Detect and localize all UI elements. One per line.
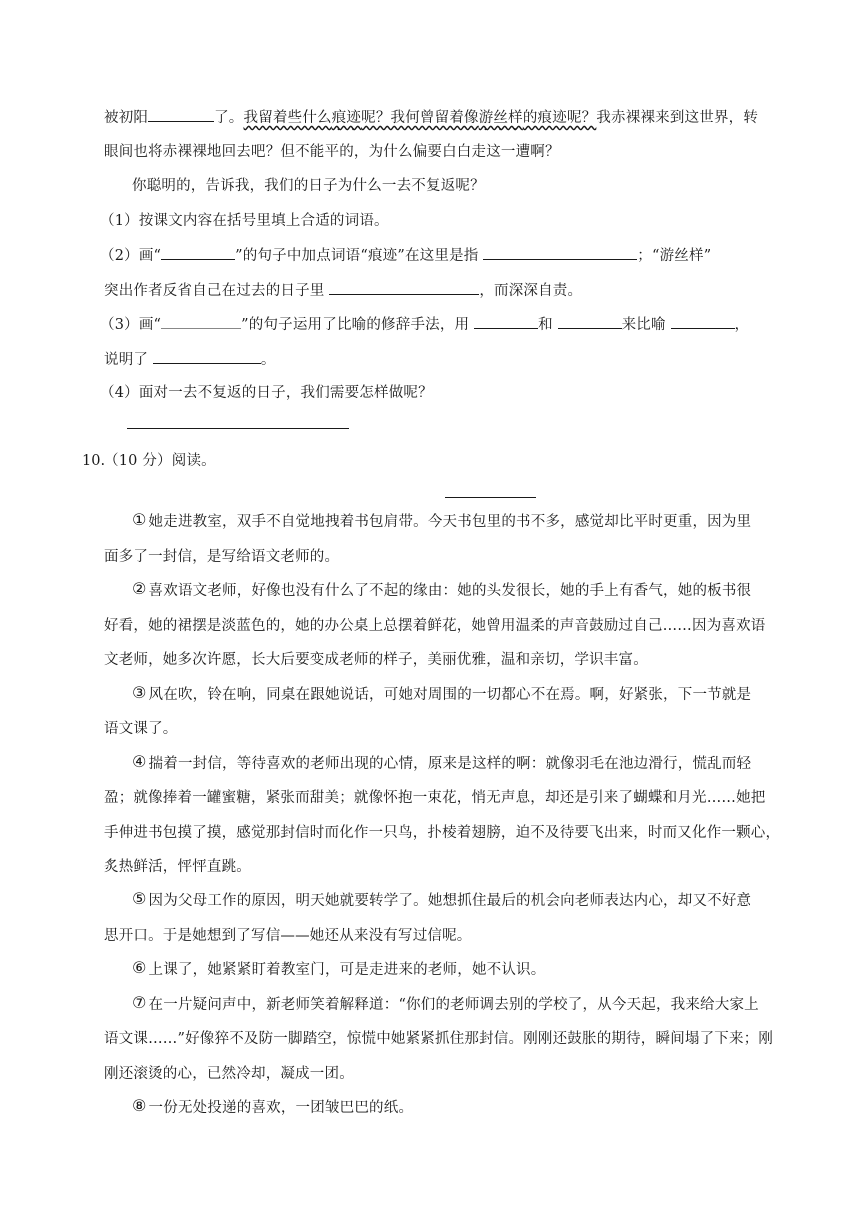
answer-blank[interactable] (474, 314, 538, 329)
straight-line-sample (161, 314, 241, 329)
question-4: （4）面对一去不复返的日子，我们需要怎样做呢？ (100, 385, 433, 401)
question-10-header: （10 分）阅读。 (104, 453, 216, 469)
text-segment: 被初阳 (104, 110, 149, 126)
paragraph-4-line (104, 788, 766, 808)
question-3-line-2: 说明了 。 (104, 349, 276, 370)
paragraph-text: 语文课了。 (104, 721, 178, 737)
paragraph-number: ⑧ (132, 1096, 147, 1115)
fill-blank[interactable] (148, 107, 214, 122)
question-1: （1）按课文内容在括号里填上合适的词语。 (100, 213, 389, 229)
answer-blank[interactable] (329, 280, 479, 295)
paragraph-text: 盈；就像捧着一罐蜜糖，紧张而甜美；就像怀抱一束花，悄无声息，却还是引来了蝴蝶和月光……她把 (104, 790, 766, 806)
paragraph-text: 手伸进书包摸了摸，感觉那封信时而化作一只鸟，扑棱着翅膀，迫不及待要飞出来，时而又化作一颗心， (104, 825, 781, 841)
paragraph-7-line (104, 1029, 773, 1049)
title-blank[interactable] (445, 497, 536, 498)
passage-line-3: 你聪明的，告诉我，我们的日子为什么一去不复返呢？ (132, 178, 485, 194)
paragraph-7-line (104, 1064, 354, 1084)
paragraph-text: 文老师，她多次许愿，长大后要变成老师的样子，美丽优雅，温和亲切，学识丰富。 (104, 652, 648, 668)
paragraph-text: 刚还滚烫的心，已然冷却，凝成一团。 (104, 1066, 354, 1082)
paragraph-3-line (132, 685, 751, 705)
question-2-line-1: （2）画“ ”的句子中加点词语“痕迹”在这里是指 ；“游丝样” (100, 245, 711, 266)
paragraph-text: 她走进教室，双手不自觉地拽着书包肩带。今天书包里的书不多，感觉却比平时更重，因为里 (148, 514, 752, 530)
paragraph-number: ⑦ (132, 993, 147, 1012)
paragraph-text: 好看，她的裙摆是淡蓝色的，她的办公桌上总摆着鲜花，她曾用温柔的声音鼓励过自己……因为喜欢语 (104, 618, 766, 634)
paragraph-7-line (132, 995, 759, 1015)
paragraph-8-line (132, 1098, 413, 1118)
paragraph-text: 喜欢语文老师，好像也没有什么了不起的缘由：她的头发很长，她的手上有香气，她的板书很 (148, 583, 752, 599)
answer-blank[interactable] (671, 314, 735, 329)
paragraph-text: 在一片疑问声中，新老师笑着解释道：“你们的老师调去别的学校了，从今天起，我来给大家上 (148, 997, 759, 1013)
paragraph-text: 风在吹，铃在响，同桌在跟她说话，可她对周围的一切都心不在焉。啊，好紧张，下一节就是 (148, 687, 752, 703)
dotted-word: 痕迹 (331, 110, 362, 126)
passage-line-2: 眼间也将赤裸裸地回去吧？但不能平的，为什么偏要白白走这一遭啊？ (104, 144, 560, 160)
text-segment: 了。 (214, 110, 244, 126)
paragraph-number: ⑥ (132, 958, 147, 977)
text-segment: 我赤裸裸来到这世界，转 (596, 110, 759, 126)
paragraph-6-line (132, 960, 545, 980)
answer-line[interactable] (127, 428, 349, 429)
paragraph-text: 一份无处投递的喜欢，一团皱巴巴的纸。 (148, 1100, 414, 1116)
paragraph-text: 思开口。于是她想到了写信——她还从来没有写过信呢。 (104, 928, 472, 944)
question-number: 10. (82, 453, 106, 469)
paragraph-number: ③ (132, 683, 147, 702)
question-2-line-2: 突出作者反省自己在过去的日子里 ，而深深自责。 (104, 280, 582, 301)
paragraph-5-line (104, 926, 472, 946)
answer-blank[interactable] (558, 314, 622, 329)
paragraph-3-line (104, 719, 178, 739)
paragraph-number: ① (132, 510, 147, 529)
paragraph-4-line (104, 857, 251, 877)
paragraph-1-line (132, 512, 751, 532)
paragraph-text: 语文课……”好像猝不及防一脚踏空，惊慌中她紧紧抓住那封信。刚刚还鼓胀的期待，瞬间塌了下来；刚 (104, 1031, 774, 1047)
paragraph-2-line (132, 581, 751, 601)
paragraph-number: ⑤ (132, 889, 147, 908)
paragraph-4-line (132, 754, 751, 774)
paragraph-text: 炙热鲜活，怦怦直跳。 (104, 859, 251, 875)
paragraph-5-line (132, 891, 751, 911)
wavy-line-sample (161, 245, 235, 260)
paragraph-4-line (104, 823, 780, 843)
paragraph-text: 因为父母工作的原因，明天她就要转学了。她想抓住最后的机会向老师表达内心，却又不好意 (148, 893, 752, 909)
answer-blank[interactable] (483, 245, 637, 260)
paragraph-text: 面多了一封信，是写给语文老师的。 (104, 549, 340, 565)
answer-blank[interactable] (153, 349, 261, 364)
paragraph-text: 揣着一封信，等待喜欢的老师出现的心情，原来是这样的啊：就像羽毛在池边滑行，慌乱而轻 (148, 756, 752, 772)
paragraph-text: 上课了，她紧紧盯着教室门，可是走进来的老师，她不认识。 (148, 962, 546, 978)
passage-line-1 (104, 107, 758, 134)
paragraph-2-line (104, 650, 648, 670)
wavy-underlined-sentence: 我留着些什么痕迹呢？我何曾留着像游丝样的痕迹呢？ (243, 110, 597, 126)
paragraph-1-line (104, 547, 339, 567)
question-3-line-1: （3）画“ ”的句子运用了比喻的修辞手法，用 和 来比喻 ， (100, 314, 749, 335)
dotted-word: 游丝样 (478, 110, 523, 126)
paragraph-number: ④ (132, 752, 147, 771)
paragraph-2-line (104, 616, 766, 636)
paragraph-number: ② (132, 579, 147, 598)
